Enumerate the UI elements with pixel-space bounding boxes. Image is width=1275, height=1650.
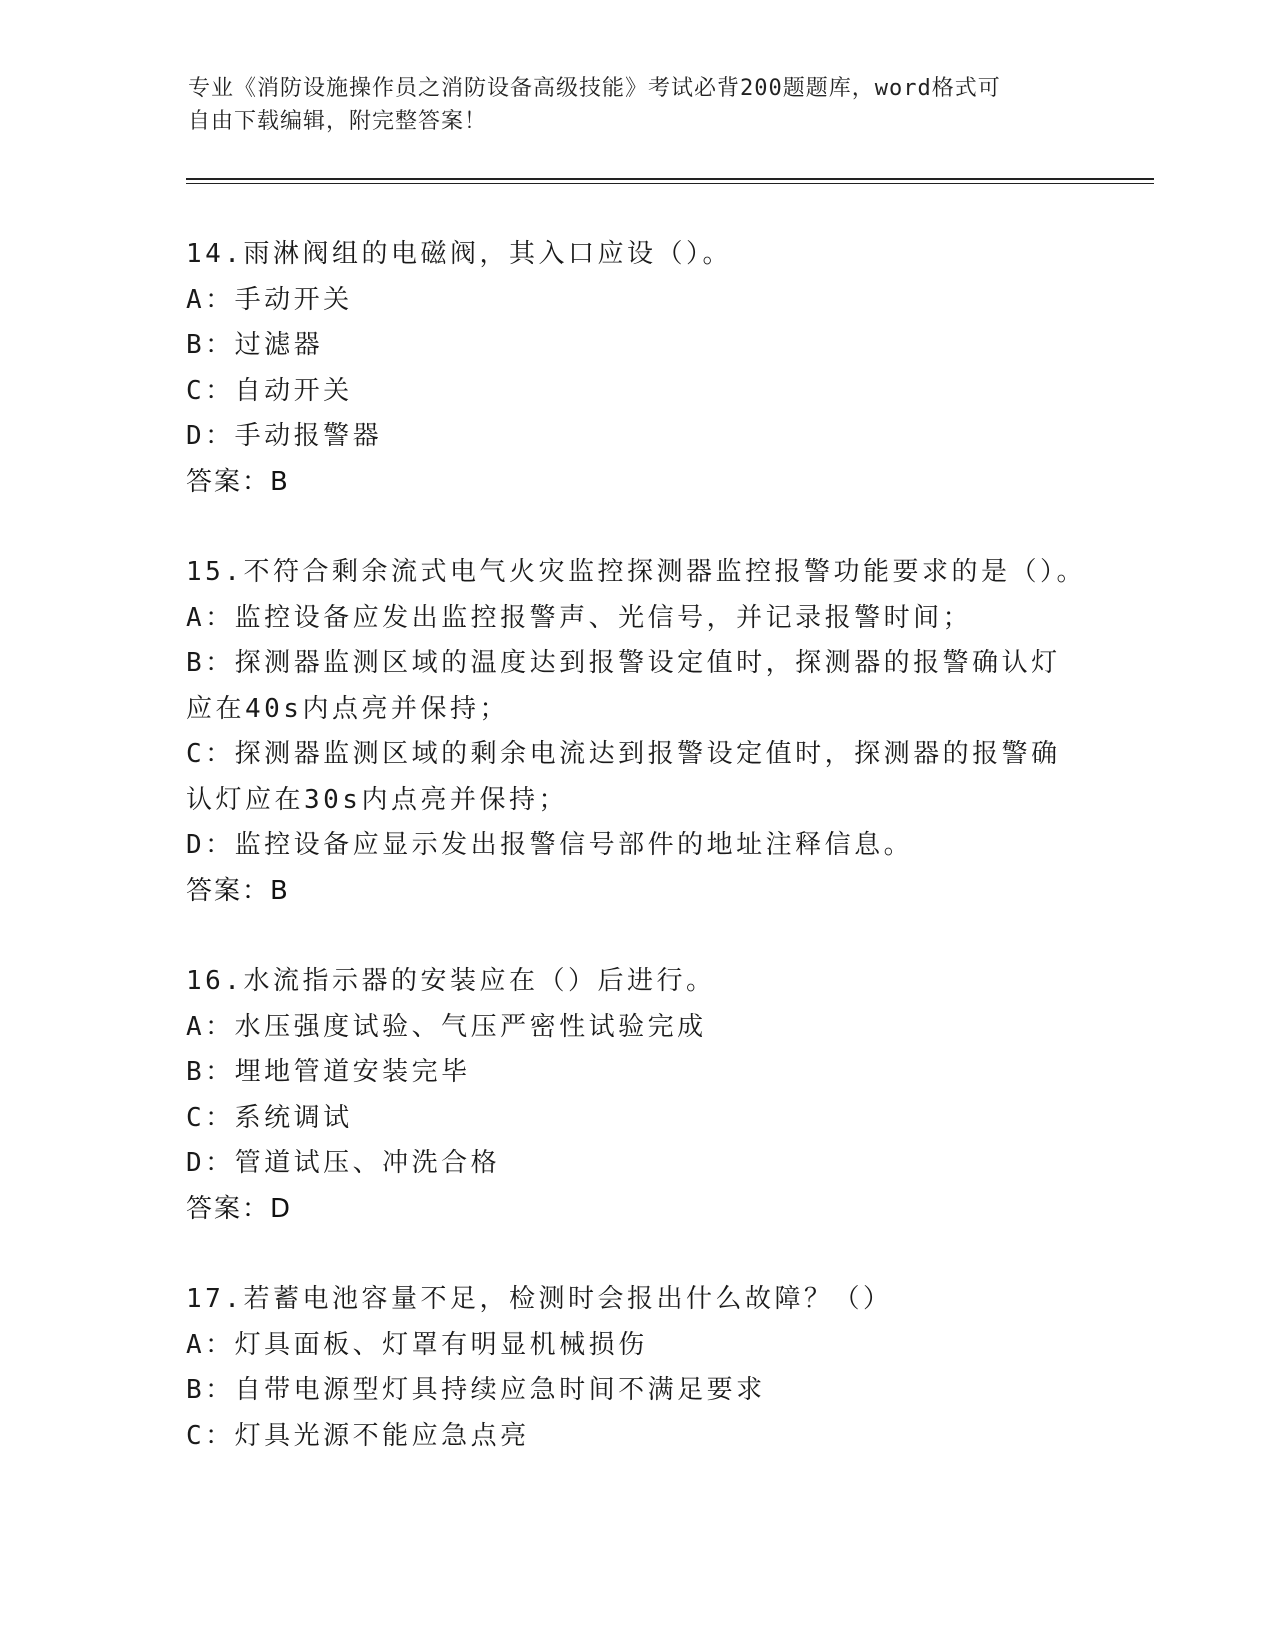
question-15 [186,550,1086,914]
option-b: B：埋地管道安装完毕 [186,1057,471,1087]
option-a: A：手动开关 [186,284,353,315]
option-c: C：系统调试 [186,1102,353,1133]
option-b: B：过滤器 [186,330,324,360]
option-b: B：自带电源型灯具持续应急时间不满足要求 [186,1375,766,1405]
option-d: D：管道试压、冲洗合格 [186,1148,501,1178]
option-d: D：监控设备应显示发出报警信号部件的地址注释信息。 [186,830,914,860]
option-c: C：灯具光源不能应急点亮 [186,1420,530,1451]
question-stem: 14.雨淋阀组的电磁阀，其入口应设（）。 [186,239,732,269]
header-line-2: 自由下载编辑，附完整答案！ [188,109,488,134]
question-stem: 17.若蓄电池容量不足，检测时会报出什么故障？（） [186,1284,893,1314]
option-a: A：水压强度试验、气压严密性试验完成 [186,1011,707,1042]
option-a: A：灯具面板、灯罩有明显机械损伤 [186,1329,648,1360]
option-d: D：手动报警器 [186,421,383,451]
option-a: A：监控设备应发出监控报警声、光信号，并记录报警时间； [186,602,973,633]
question-stem: 16.水流指示器的安装应在（）后进行。 [186,966,716,996]
question-14 [186,232,1086,505]
header-line-1: 专业《消防设施操作员之消防设备高级技能》考试必背200题题库，word格式可 [188,76,1001,101]
header-divider [186,178,1154,184]
document-header [188,72,1068,138]
answer-line: 答案：B [186,466,290,497]
option-b: B：探测器监测区域的温度达到报警设定值时，探测器的报警确认灯应在40s内点亮并保持； [186,648,1061,724]
question-16 [186,959,1086,1232]
answer-line: 答案：B [186,875,290,906]
question-17 [186,1277,1086,1459]
question-list [186,232,1086,1504]
option-c: C：探测器监测区域的剩余电流达到报警设定值时，探测器的报警确认灯应在30s内点亮并保持； [186,739,1061,815]
option-c: C：自动开关 [186,375,353,406]
answer-line: 答案：D [186,1193,293,1224]
question-stem: 15.不符合剩余流式电气火灾监控探测器监控报警功能要求的是（）。 [186,557,1086,587]
